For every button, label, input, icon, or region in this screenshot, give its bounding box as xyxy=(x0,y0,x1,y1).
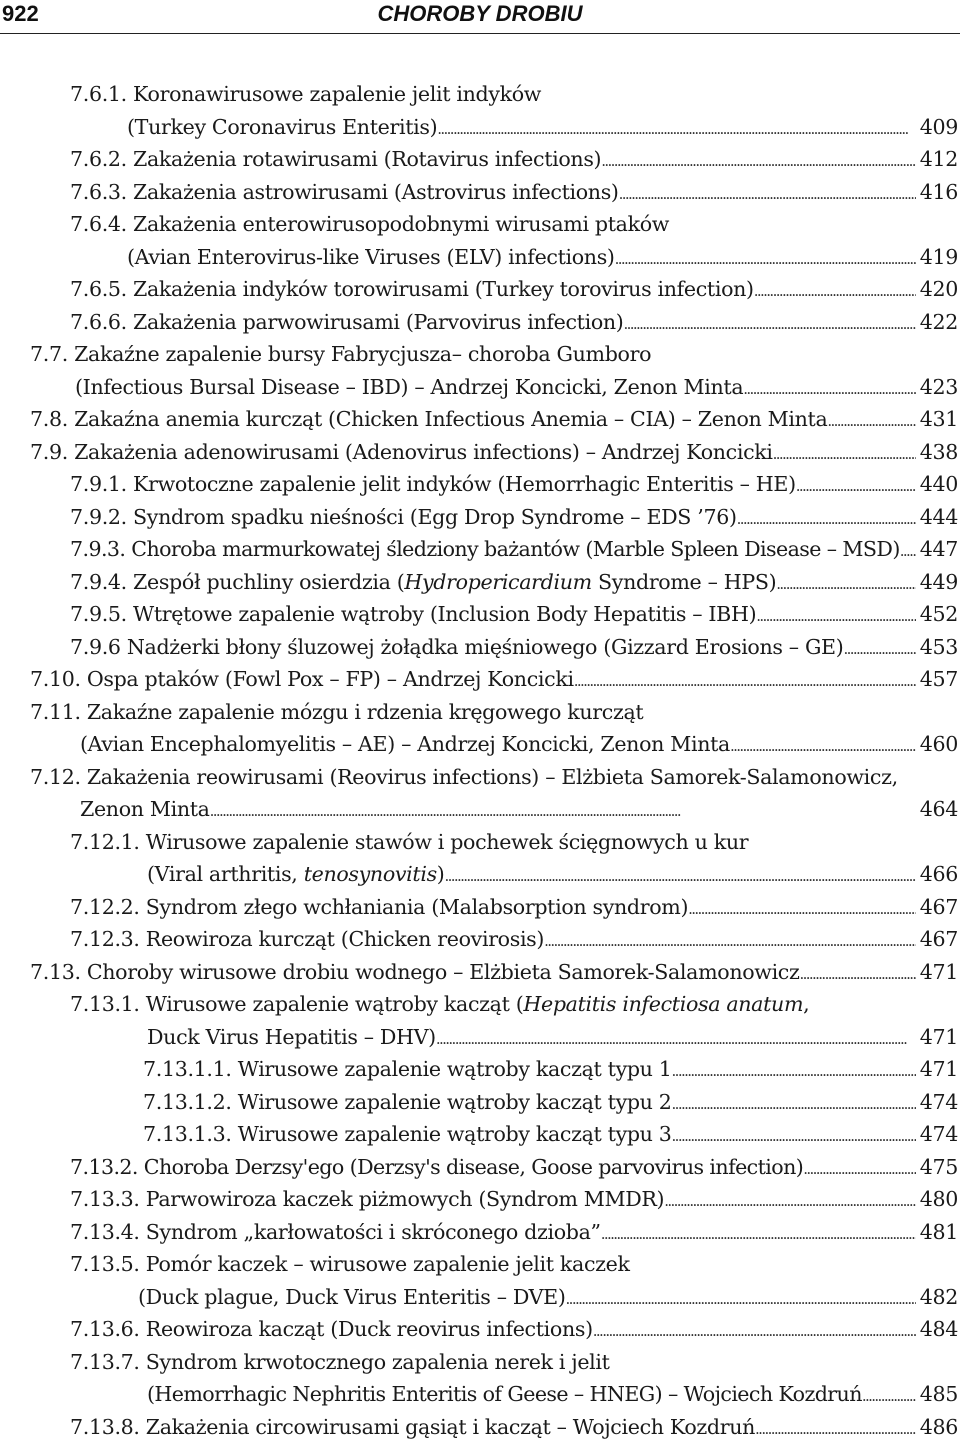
toc-entry xyxy=(0,1053,960,1086)
toc-entry-title: 7.13.1.3. Wirusowe zapalenie wątroby kacząt typu 3 xyxy=(143,1122,672,1146)
dot-leader xyxy=(827,403,916,438)
toc-entry-title-cont: Duck Virus Hepatitis – DHV) xyxy=(147,1024,436,1049)
toc-entry-title: 7.9.2. Syndrom spadku nieśności (Egg Drop Syndrome – EDS ’76) xyxy=(70,504,737,529)
toc-entry-title-cont: (Avian Encephalomyelitis – AE) – Andrzej Koncicki, Zenon Minta xyxy=(80,732,730,756)
toc-entry-page: 486 xyxy=(919,1414,958,1439)
toc-entry-title: 7.9.1. Krwotoczne zapalenie jelit indyków (Hemorrhagic Enteritis – HE) xyxy=(70,472,796,496)
dot-leader xyxy=(437,111,916,146)
toc-entry xyxy=(0,761,960,826)
toc-entry-page: 474 xyxy=(919,1089,958,1114)
toc-entry-title: 7.13.5. Pomór kaczek – wirusowe zapalenie jelit kaczek xyxy=(70,1252,630,1276)
toc-entry-title-cont: (Avian Enterovirus-like Viruses (ELV) infections) xyxy=(127,244,615,269)
toc-entry-page: 422 xyxy=(919,309,958,334)
toc-entry xyxy=(0,1216,960,1249)
toc-entry xyxy=(0,1151,960,1184)
toc-entry-title: 7.13.8. Zakażenia circowirusami gąsiąt i kacząt – Wojciech Kozdruń xyxy=(70,1414,756,1439)
toc-entry xyxy=(0,306,960,339)
toc-entry xyxy=(0,566,960,599)
toc-entry-title: 7.12.2. Syndrom złego wchłaniania (Malabsorption syndrom) xyxy=(70,894,689,919)
toc-entry-page: 464 xyxy=(919,797,958,821)
toc-entry-page: 440 xyxy=(919,472,958,496)
toc-entry-title-cont: (Hemorrhagic Nephritis Enteritis of Geese – HNEG) – Wojciech Kozdruń xyxy=(147,1382,862,1406)
toc-entry-title-italic: tenosynovitis xyxy=(303,862,437,886)
toc-entry-page: 485 xyxy=(919,1382,958,1406)
toc-entry-page: 466 xyxy=(919,862,958,886)
toc-entry-title: 7.13.7. Syndrom krwotocznego zapalenia nerek i jelit xyxy=(70,1349,610,1374)
toc-entry xyxy=(0,1346,960,1411)
toc-entry xyxy=(0,956,960,989)
toc-entry-page: 419 xyxy=(919,244,958,269)
toc-entry-page: 475 xyxy=(919,1154,958,1179)
toc-entry-page: 447 xyxy=(919,537,958,561)
toc-entry-title: 7.12.1. Wirusowe zapalenie stawów i pochewek ścięgnowych u kur xyxy=(70,829,749,854)
toc-entry xyxy=(0,273,960,306)
dot-leader xyxy=(601,143,916,178)
toc-entry-page: 457 xyxy=(919,667,958,691)
toc-entry xyxy=(0,501,960,534)
dot-leader xyxy=(796,468,916,503)
toc-entry-page: 431 xyxy=(919,407,958,431)
dot-leader xyxy=(623,306,916,341)
toc-entry-page: 423 xyxy=(919,374,958,399)
dot-leader xyxy=(672,1053,916,1088)
toc-entry-title: 7.7. Zakaźne zapalenie bursy Fabrycjusza– choroba Gumboro xyxy=(30,342,652,366)
toc-entry-title-cont: (Infectious Bursal Disease – IBD) – Andrzej Koncicki, Zenon Minta xyxy=(75,374,744,399)
toc-entry xyxy=(0,891,960,924)
dot-leader xyxy=(755,1411,916,1445)
dot-leader xyxy=(862,1378,916,1413)
toc-entry xyxy=(0,663,960,696)
toc-entry xyxy=(0,176,960,209)
toc-entry-page: 444 xyxy=(919,504,958,529)
toc-entry-title: 7.6.6. Zakażenia parwowirusami (Parvovirus infection) xyxy=(70,309,624,334)
toc-entry xyxy=(0,1086,960,1119)
running-title: CHOROBY DROBIU xyxy=(377,1,583,26)
toc-entry-title-end: Syndrome – HPS) xyxy=(591,569,777,594)
toc-entry xyxy=(0,208,960,273)
toc-entry-page: 480 xyxy=(919,1187,958,1211)
dot-leader xyxy=(574,663,916,698)
dot-leader xyxy=(544,923,916,958)
table-of-contents xyxy=(0,78,960,1443)
toc-entry-title-cont: (Turkey Coronavirus Enteritis) xyxy=(127,114,438,139)
toc-entry-title: 7.13.1.1. Wirusowe zapalenie wątroby kacząt typu 1 xyxy=(143,1057,672,1081)
dot-leader xyxy=(619,176,916,211)
toc-entry xyxy=(0,78,960,143)
page-number: 922 xyxy=(2,1,39,26)
toc-entry-title: 7.9.4. Zespół puchliny osierdzia ( xyxy=(70,569,405,594)
dot-leader xyxy=(688,891,916,926)
dot-leader xyxy=(210,793,916,828)
dot-leader xyxy=(756,598,916,633)
toc-entry xyxy=(0,696,960,761)
dot-leader xyxy=(436,1021,916,1056)
dot-leader xyxy=(776,566,916,601)
toc-entry-title-italic: Hydropericardium xyxy=(404,569,592,594)
toc-entry-title-cont: (Viral arthritis, xyxy=(147,862,304,886)
toc-entry-page: 460 xyxy=(919,732,958,756)
toc-entry-page: 467 xyxy=(919,927,958,951)
dot-leader xyxy=(737,501,916,536)
dot-leader xyxy=(672,1118,916,1153)
toc-entry-page: 449 xyxy=(919,569,958,594)
toc-entry-title: 7.11. Zakaźne zapalenie mózgu i rdzenia kręgowego kurcząt xyxy=(30,699,644,724)
toc-entry-page: 467 xyxy=(919,894,958,919)
toc-entry xyxy=(0,1183,960,1216)
toc-entry-title: 7.12.3. Reowiroza kurcząt (Chicken reovirosis) xyxy=(70,927,545,951)
toc-entry-title: 7.13. Choroby wirusowe drobiu wodnego – Elżbieta Samorek-Salamonowicz xyxy=(30,959,800,984)
dot-leader xyxy=(730,728,916,763)
toc-entry-title: 7.6.3. Zakażenia astrowirusami (Astrovirus infections) xyxy=(70,179,619,204)
toc-entry-page: 412 xyxy=(919,147,958,171)
toc-entry-title: 7.9.3. Choroba marmurkowatej śledziony bażantów (Marble Spleen Disease – MSD) xyxy=(70,537,900,561)
toc-entry-title-italic: Hepatitis infectiosa anatum xyxy=(523,992,804,1016)
toc-entry xyxy=(0,923,960,956)
dot-leader xyxy=(843,631,916,666)
toc-entry xyxy=(0,1118,960,1151)
toc-entry-title: 7.13.6. Reowiroza kacząt (Duck reovirus infections) xyxy=(70,1317,593,1341)
toc-entry-title-end: ) xyxy=(436,862,445,886)
dot-leader xyxy=(672,1086,916,1121)
toc-entry-title: 7.12. Zakażenia reowirusami (Reovirus infections) – Elżbieta Samorek-Salamonowicz, xyxy=(30,764,898,789)
toc-entry xyxy=(0,143,960,176)
toc-entry-page: 471 xyxy=(919,959,958,984)
toc-entry-title: 7.13.1.2. Wirusowe zapalenie wątroby kacząt typu 2 xyxy=(143,1089,672,1114)
dot-leader xyxy=(754,273,916,308)
dot-leader xyxy=(566,1281,916,1316)
toc-entry-title: 7.6.5. Zakażenia indyków torowirusami (Turkey torovirus infection) xyxy=(70,277,754,301)
toc-entry xyxy=(0,338,960,403)
toc-entry-title: 7.13.3. Parwowiroza kaczek piżmowych (Syndrom MMDR) xyxy=(70,1187,665,1211)
toc-entry-title: 7.13.4. Syndrom „karłowatości i skróconego dzioba” xyxy=(70,1219,601,1244)
toc-entry-title-cont: Zenon Minta xyxy=(80,797,210,821)
toc-entry xyxy=(0,436,960,469)
toc-entry-title: 7.13.2. Choroba Derzsy'ego (Derzsy's disease, Goose parvovirus infection) xyxy=(70,1154,804,1179)
toc-entry xyxy=(0,533,960,566)
toc-entry-title: 7.6.4. Zakażenia enterowirusopodobnymi wirusami ptaków xyxy=(70,212,670,236)
toc-entry xyxy=(0,1411,960,1444)
toc-entry xyxy=(0,598,960,631)
toc-entry-title-cont: (Duck plague, Duck Virus Enteritis – DVE) xyxy=(138,1284,566,1309)
dot-leader xyxy=(615,241,916,276)
toc-entry-page: 482 xyxy=(919,1284,958,1309)
header-rule xyxy=(0,33,960,34)
toc-entry-page: 474 xyxy=(919,1122,958,1146)
toc-entry-title: 7.13.1. Wirusowe zapalenie wątroby kacząt ( xyxy=(70,992,524,1016)
toc-entry-title: 7.9.5. Wtrętowe zapalenie wątroby (Inclusion Body Hepatitis – IBH) xyxy=(70,602,757,626)
toc-entry xyxy=(0,988,960,1053)
toc-entry-page: 416 xyxy=(919,179,958,204)
dot-leader xyxy=(803,1151,916,1186)
toc-entry-title-punct: , xyxy=(803,992,810,1016)
dot-leader xyxy=(900,533,916,568)
toc-entry-title: 7.6.2. Zakażenia rotawirusami (Rotavirus infections) xyxy=(70,147,602,171)
toc-entry-page: 481 xyxy=(919,1219,958,1244)
toc-entry-title: 7.9.6 Nadżerki błony śluzowej żołądka mięśniowego (Gizzard Erosions – GE) xyxy=(70,634,844,659)
dot-leader xyxy=(601,1216,916,1251)
toc-entry xyxy=(0,1313,960,1346)
toc-entry-page: 453 xyxy=(919,634,958,659)
toc-entry-page: 471 xyxy=(919,1024,958,1049)
toc-entry-page: 471 xyxy=(919,1057,958,1081)
dot-leader xyxy=(664,1183,916,1218)
toc-entry xyxy=(0,1248,960,1313)
dot-leader xyxy=(799,956,916,991)
dot-leader xyxy=(444,858,916,893)
dot-leader xyxy=(743,371,916,406)
toc-entry-page: 452 xyxy=(919,602,958,626)
toc-entry xyxy=(0,403,960,436)
toc-entry-title: 7.6.1. Koronawirusowe zapalenie jelit indyków xyxy=(70,82,542,106)
toc-entry-page: 438 xyxy=(919,439,958,464)
toc-entry xyxy=(0,468,960,501)
toc-entry-page: 420 xyxy=(919,277,958,301)
toc-entry-page: 409 xyxy=(919,114,958,139)
dot-leader xyxy=(773,436,916,471)
toc-entry-title: 7.8. Zakaźna anemia kurcząt (Chicken Infectious Anemia – CIA) – Zenon Minta xyxy=(30,407,828,431)
toc-entry-page: 484 xyxy=(919,1317,958,1341)
toc-entry-title: 7.9. Zakażenia adenowirusami (Adenovirus infections) – Andrzej Koncicki xyxy=(30,439,773,464)
toc-entry-title: 7.10. Ospa ptaków (Fowl Pox – FP) – Andrzej Koncicki xyxy=(30,667,574,691)
toc-entry xyxy=(0,631,960,664)
page-header xyxy=(0,0,960,34)
toc-entry xyxy=(0,826,960,891)
dot-leader xyxy=(593,1313,916,1348)
